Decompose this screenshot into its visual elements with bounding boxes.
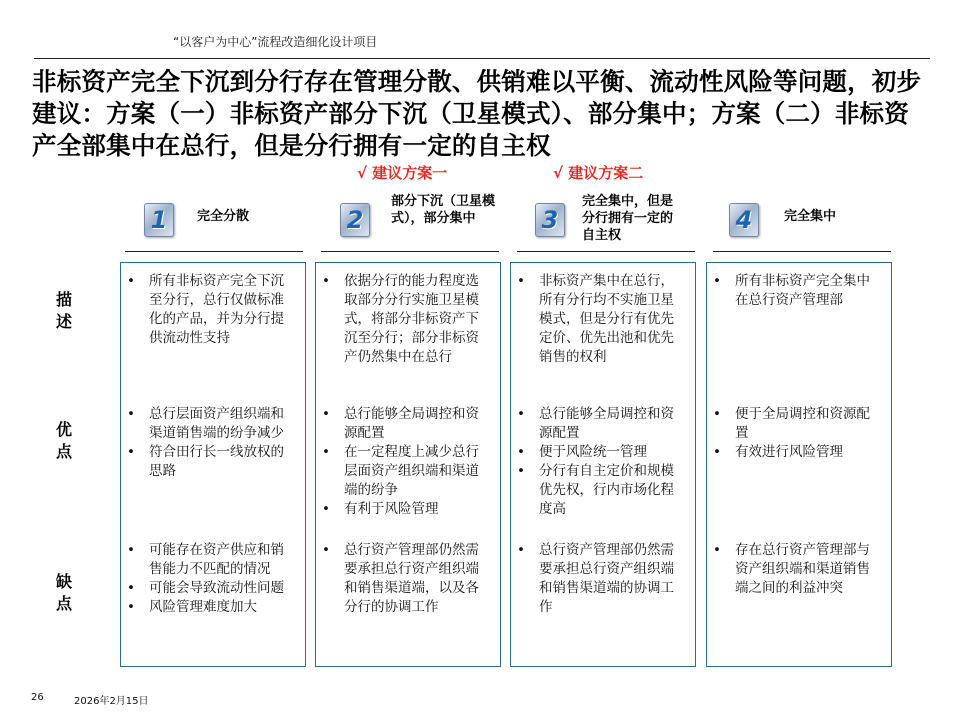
recommendation-label-1: √ 建议方案一 bbox=[357, 164, 448, 182]
list-item: • 有效进行风险管理 bbox=[707, 443, 879, 462]
list-item: • 依据分行的能力程度选取部分分行实施卫星模式，将部分非标资产下沉至分行；部分非标资产仍然集中在总行 bbox=[316, 272, 488, 367]
list-item: • 便于全局调控和资源配置 bbox=[707, 405, 879, 443]
list-item: • 便于风险统一管理 bbox=[511, 443, 683, 462]
column-divider bbox=[713, 251, 891, 252]
pros-list bbox=[316, 405, 488, 519]
list-item: • 总行层面资产组织端和渠道销售端的纷争减少 bbox=[121, 405, 293, 443]
row-label-cons: 缺点 bbox=[55, 572, 72, 613]
column-number: 1 bbox=[150, 206, 168, 234]
page-number: 26 bbox=[31, 692, 44, 703]
column-number: 3 bbox=[541, 206, 559, 234]
recommendation-label-2: √ 建议方案二 bbox=[553, 164, 644, 182]
list-item: • 总行资产管理部仍然需要承担总行资产组织端和销售渠道端，以及各分行的协调工作 bbox=[316, 541, 488, 617]
cons-list bbox=[707, 541, 879, 598]
column-number: 4 bbox=[735, 206, 753, 234]
list-item: • 风险管理难度加大 bbox=[121, 598, 293, 617]
list-item: • 可能存在资产供应和销售能力不匹配的情况 bbox=[121, 541, 293, 579]
description-list bbox=[511, 272, 683, 367]
project-title: “以客户为中心”流程改造细化设计项目 bbox=[173, 35, 378, 49]
list-item: • 分行有自主定价和规模优先权，行内市场化程度高 bbox=[511, 462, 683, 519]
column-box bbox=[706, 262, 892, 667]
column-heading: 完全分散 bbox=[197, 209, 250, 224]
row-label-description: 描述 bbox=[55, 290, 72, 331]
list-item: • 在一定程度上减少总行层面资产组织端和渠道端的纷争 bbox=[316, 443, 488, 500]
list-item: • 可能会导致流动性问题 bbox=[121, 579, 293, 598]
column-divider bbox=[321, 251, 499, 252]
pros-list bbox=[121, 405, 293, 481]
list-item: • 所有非标资产完全集中在总行资产管理部 bbox=[707, 272, 879, 310]
list-item: • 所有非标资产完全下沉至分行，总行仅做标准化的产品，并为分行提供流动性支持 bbox=[121, 272, 293, 348]
cons-list bbox=[316, 541, 488, 617]
numbered-badge-icon bbox=[340, 203, 370, 237]
column-heading: 完全集中，但是分行拥有一定的自主权 bbox=[582, 194, 674, 243]
column-divider bbox=[517, 251, 695, 252]
column-number: 2 bbox=[346, 206, 364, 234]
column-heading: 部分下沉（卫星模式），部分集中 bbox=[391, 194, 496, 226]
cons-list bbox=[121, 541, 293, 617]
numbered-badge-icon bbox=[144, 203, 174, 237]
cons-list bbox=[511, 541, 683, 617]
description-list bbox=[707, 272, 879, 310]
numbered-badge-icon bbox=[535, 203, 565, 237]
numbered-badge-icon bbox=[729, 203, 759, 237]
list-item: • 总行能够全局调控和资源配置 bbox=[511, 405, 683, 443]
column-divider bbox=[125, 251, 303, 252]
page-title: 非标资产完全下沉到分行存在管理分散、供销难以平衡、流动性风险等问题，初步建议：方案（一）非标资产部分下沉（卫星模式）、部分集中；方案（二）非标资产全部集中在总行，但是分行拥有一定的自主权 bbox=[32, 67, 922, 160]
row-label-pros: 优点 bbox=[55, 420, 72, 461]
list-item: • 符合田行长一线放权的思路 bbox=[121, 443, 293, 481]
pros-list bbox=[511, 405, 683, 519]
list-item: • 总行资产管理部仍然需要承担总行资产组织端和销售渠道端的协调工作 bbox=[511, 541, 683, 617]
description-list bbox=[316, 272, 488, 367]
list-item: • 存在总行资产管理部与资产组织端和渠道销售端之间的利益冲突 bbox=[707, 541, 879, 598]
footer-date: 2026年2月15日 bbox=[74, 696, 149, 707]
list-item: • 非标资产集中在总行，所有分行均不实施卫星模式，但是分行有优先定价、优先出池和优先销售的权利 bbox=[511, 272, 683, 367]
list-item: • 有利于风险管理 bbox=[316, 500, 488, 519]
list-item: • 总行能够全局调控和资源配置 bbox=[316, 405, 488, 443]
description-list bbox=[121, 272, 293, 348]
pros-list bbox=[707, 405, 879, 462]
column-heading: 完全集中 bbox=[784, 209, 837, 224]
header-divider bbox=[34, 58, 930, 59]
